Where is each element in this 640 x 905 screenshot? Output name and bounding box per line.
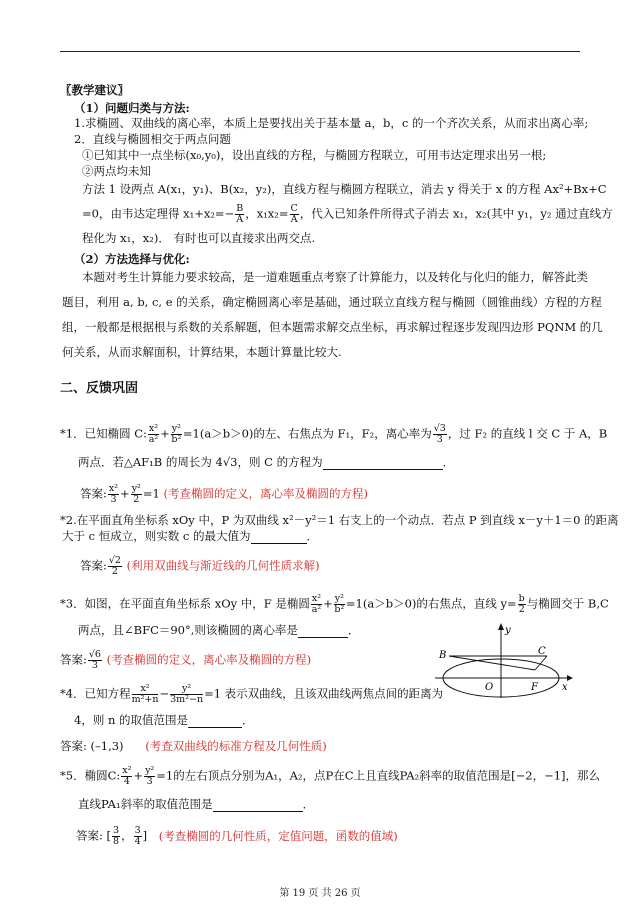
numerator: 3	[113, 825, 120, 836]
text: +	[323, 596, 333, 611]
answer-label: 答案:	[60, 652, 87, 667]
numerator: x²	[311, 593, 322, 604]
text: +	[133, 768, 144, 783]
x-axis-arrow	[567, 675, 573, 681]
text: =1	[142, 486, 160, 501]
teaching-para-8: 组，一般都是根据根与系数的关系解题，但本题需求解交点坐标，再求解过程逐步发现四边形 PQNM 的几	[62, 320, 603, 334]
page-footer: 第 19 页 共 26 页	[279, 888, 361, 899]
text: 4，则 n 的取值范围是	[74, 713, 189, 727]
answer-blank	[251, 531, 307, 544]
text: *3．如图，在平面直角坐标系 xOy 中，F 是椭圆	[60, 596, 310, 611]
text: [	[106, 828, 112, 843]
denominator: 4	[134, 836, 141, 847]
label-y: y	[505, 625, 511, 636]
question-5-line-2	[78, 796, 314, 812]
fraction	[144, 766, 155, 787]
text: *5．椭圆C:	[60, 768, 121, 783]
question-4-line-2	[74, 712, 254, 728]
text: =1(a＞b＞0)的左、右焦点为 F₁，F₂，离心率为	[182, 426, 432, 441]
answer-note: (考查椭圆的定义，离心率及椭圆的方程)	[106, 652, 312, 667]
answer-label: 答案:	[80, 486, 107, 501]
teaching-para-4: ②两点均未知	[82, 164, 151, 178]
denominator: 3	[110, 494, 117, 505]
numerator: b	[518, 593, 525, 604]
numerator: x²	[108, 483, 119, 494]
answer-label: 答案:	[76, 828, 103, 843]
denominator: A	[236, 214, 244, 225]
text: ，x₁x₂=	[245, 206, 289, 221]
numerator: C	[290, 203, 298, 214]
fraction	[121, 766, 132, 787]
denominator: a²	[311, 604, 322, 615]
ellipse-figure	[435, 620, 575, 700]
y-axis-arrow	[498, 623, 504, 630]
numerator: √2	[108, 555, 121, 566]
answer-value: (–1,3)	[90, 739, 124, 753]
teaching-para-6: 本题对考生计算能力要求较高，是一道难题重点考察了计算能力，以及转化与化归的能力，解答此类	[82, 270, 588, 284]
numerator: x²	[122, 765, 132, 776]
numerator: 3	[134, 825, 141, 836]
answer-label: 答案:	[80, 558, 107, 573]
teaching-para-5a: 方法 1 设两点 A(x₁，y₁)、B(x₂，y₂)，直线方程与椭圆方程联立，消去 y 得关于 x 的方程 Ax²+Bx+C	[82, 182, 607, 196]
question-2-answer	[80, 556, 320, 577]
denominator: 3	[436, 434, 443, 445]
text: 与椭圆交于 B,C	[526, 596, 609, 611]
teaching-para-3: ①已知其中一点坐标(x₀,y₀)，设出直线的方程，与椭圆方程联立，可用韦达定理求出另一根;	[82, 148, 547, 162]
denominator: 2	[111, 566, 118, 577]
text: =1 表示双曲线，且该双曲线两焦点间的距离为	[204, 686, 444, 701]
answer-blank	[298, 625, 348, 638]
teaching-heading-1: （1）问题归类与方法:	[74, 101, 190, 115]
fraction	[108, 556, 122, 577]
question-3-line-2	[78, 622, 359, 638]
fraction	[148, 424, 159, 445]
numerator: x²	[132, 684, 159, 695]
denominator: 4	[123, 776, 130, 787]
text: 直线PA₁斜率的取值范围是	[78, 797, 213, 811]
fraction	[433, 424, 447, 445]
question-3-line-1	[60, 594, 609, 615]
fraction	[134, 826, 142, 847]
answer-note: (考查双曲线的标准方程及几何性质)	[145, 739, 327, 753]
text: ，	[121, 828, 133, 843]
question-1-answer	[80, 484, 368, 505]
line-bf	[449, 656, 535, 670]
denominator: 2	[133, 494, 140, 505]
text: ．	[306, 529, 319, 543]
question-4-answer	[60, 738, 327, 754]
denominator: 2	[518, 604, 525, 615]
teaching-para-5b	[82, 204, 613, 225]
numerator: y²	[131, 483, 141, 494]
question-5-answer	[76, 826, 398, 847]
denominator: 3	[146, 776, 153, 787]
denominator: b²	[171, 434, 182, 445]
question-5-line-1	[60, 766, 600, 787]
fraction	[112, 826, 120, 847]
answer-label: 答案:	[60, 739, 87, 753]
question-1-line-1	[60, 424, 607, 445]
fraction	[171, 424, 182, 445]
fraction	[518, 594, 526, 615]
numerator: √6	[88, 649, 101, 660]
answer-blank	[323, 457, 443, 470]
text: 两点．若△AF₁B 的周长为 4√3，则 C 的方程为	[78, 455, 323, 469]
text: ，过 F₂ 的直线 l 交 C 于 A，B	[447, 426, 608, 441]
text: ．	[302, 797, 315, 811]
numerator: y²	[170, 684, 203, 695]
label-f: F	[531, 682, 538, 693]
question-4-line-1	[60, 684, 443, 705]
text: −	[159, 686, 170, 701]
text: *4．已知方程	[60, 686, 131, 701]
teaching-title: 〖教学建议〗	[60, 83, 129, 97]
fraction	[170, 684, 203, 705]
text: ．	[442, 455, 455, 469]
fraction	[132, 684, 159, 705]
teaching-para-7: 题目，利用 a, b, c, e 的关系，确定椭圆离心率是基础，通过联立直线方程与椭圆（圆锥曲线）方程的方程	[62, 295, 602, 309]
text: =1的左右顶点分别为A₁，A₂，点P在C上且直线PA₂斜率的取值范围是[−2，−1]，那么	[156, 768, 601, 783]
fraction-b-over-a	[235, 204, 244, 225]
answer-note: (利用双曲线与渐近线的几何性质求解)	[126, 558, 320, 573]
text: ]	[142, 828, 148, 843]
label-x: x	[562, 682, 568, 693]
question-1-line-2	[78, 454, 454, 470]
numerator: y²	[145, 765, 155, 776]
teaching-heading-2: （2）方法选择与优化:	[74, 252, 190, 266]
numerator: B	[236, 203, 244, 214]
denominator: a²	[148, 434, 159, 445]
teaching-para-5c: 程化为 x₁，x₂)． 有时也可以直接求出两交点.	[82, 231, 316, 245]
denominator: 3m²−n	[170, 694, 204, 705]
answer-blank	[188, 715, 242, 728]
denominator: b²	[334, 604, 345, 615]
label-c: C	[538, 646, 546, 657]
answer-note: (考查椭圆的几何性质，定值问题，函数的值域)	[158, 828, 398, 843]
numerator: √3	[433, 423, 446, 434]
section-title: 二、反馈巩固	[60, 381, 139, 396]
fraction	[108, 484, 119, 505]
text: +	[120, 486, 130, 501]
numerator: y²	[334, 593, 344, 604]
text: =0，由韦达定理得 x₁+x₂=−	[82, 206, 235, 221]
answer-note: (考查椭圆的定义，离心率及椭圆的方程)	[163, 486, 368, 501]
label-b: B	[439, 650, 447, 661]
question-2-line-1: *2.在平面直角坐标系 xOy 中，P 为双曲线 x²－y²＝1 右支上的一个动点．若点 P 到直线 x－y＋1＝0 的距离	[60, 513, 619, 527]
fraction	[311, 594, 322, 615]
fraction-c-over-a	[290, 204, 299, 225]
text: 大于 c 恒成立，则实数 c 的最大值为	[62, 529, 251, 543]
text: ，代入已知条件所得式子消去 x₁，x₂(其中 y₁，y₂ 通过直线方	[299, 206, 613, 221]
fraction	[131, 484, 142, 505]
text: ．	[347, 623, 360, 637]
text: *1．已知椭圆 C:	[60, 426, 147, 441]
text: 两点，且∠BFC＝90°,则该椭圆的离心率是	[78, 623, 298, 637]
denominator: A	[290, 214, 298, 225]
question-3-answer	[60, 650, 311, 671]
denominator: 8	[113, 836, 120, 847]
label-o: O	[485, 682, 494, 693]
answer-blank	[213, 799, 303, 812]
numerator: x²	[148, 423, 159, 434]
denominator: m²+n	[131, 694, 159, 705]
teaching-para-9: 何关系，从而求解面积，计算结果，本题计算量比较大.	[62, 345, 342, 359]
text: ．	[242, 713, 254, 727]
question-2-line-2	[62, 528, 318, 544]
header-rule	[60, 51, 580, 52]
fraction	[334, 594, 345, 615]
fraction	[88, 650, 102, 671]
text: =1(a＞b＞0)的右焦点，直线 y=	[345, 596, 517, 611]
numerator: y²	[171, 423, 181, 434]
text: +	[160, 426, 170, 441]
teaching-para-1: 1.求椭圆、双曲线的离心率，本质上是要找出关于基本量 a，b，c 的一个齐次关系，从而求出离心率;	[74, 116, 589, 130]
teaching-para-2: 2．直线与椭圆相交于两点问题	[74, 132, 231, 146]
denominator: 3	[91, 660, 98, 671]
